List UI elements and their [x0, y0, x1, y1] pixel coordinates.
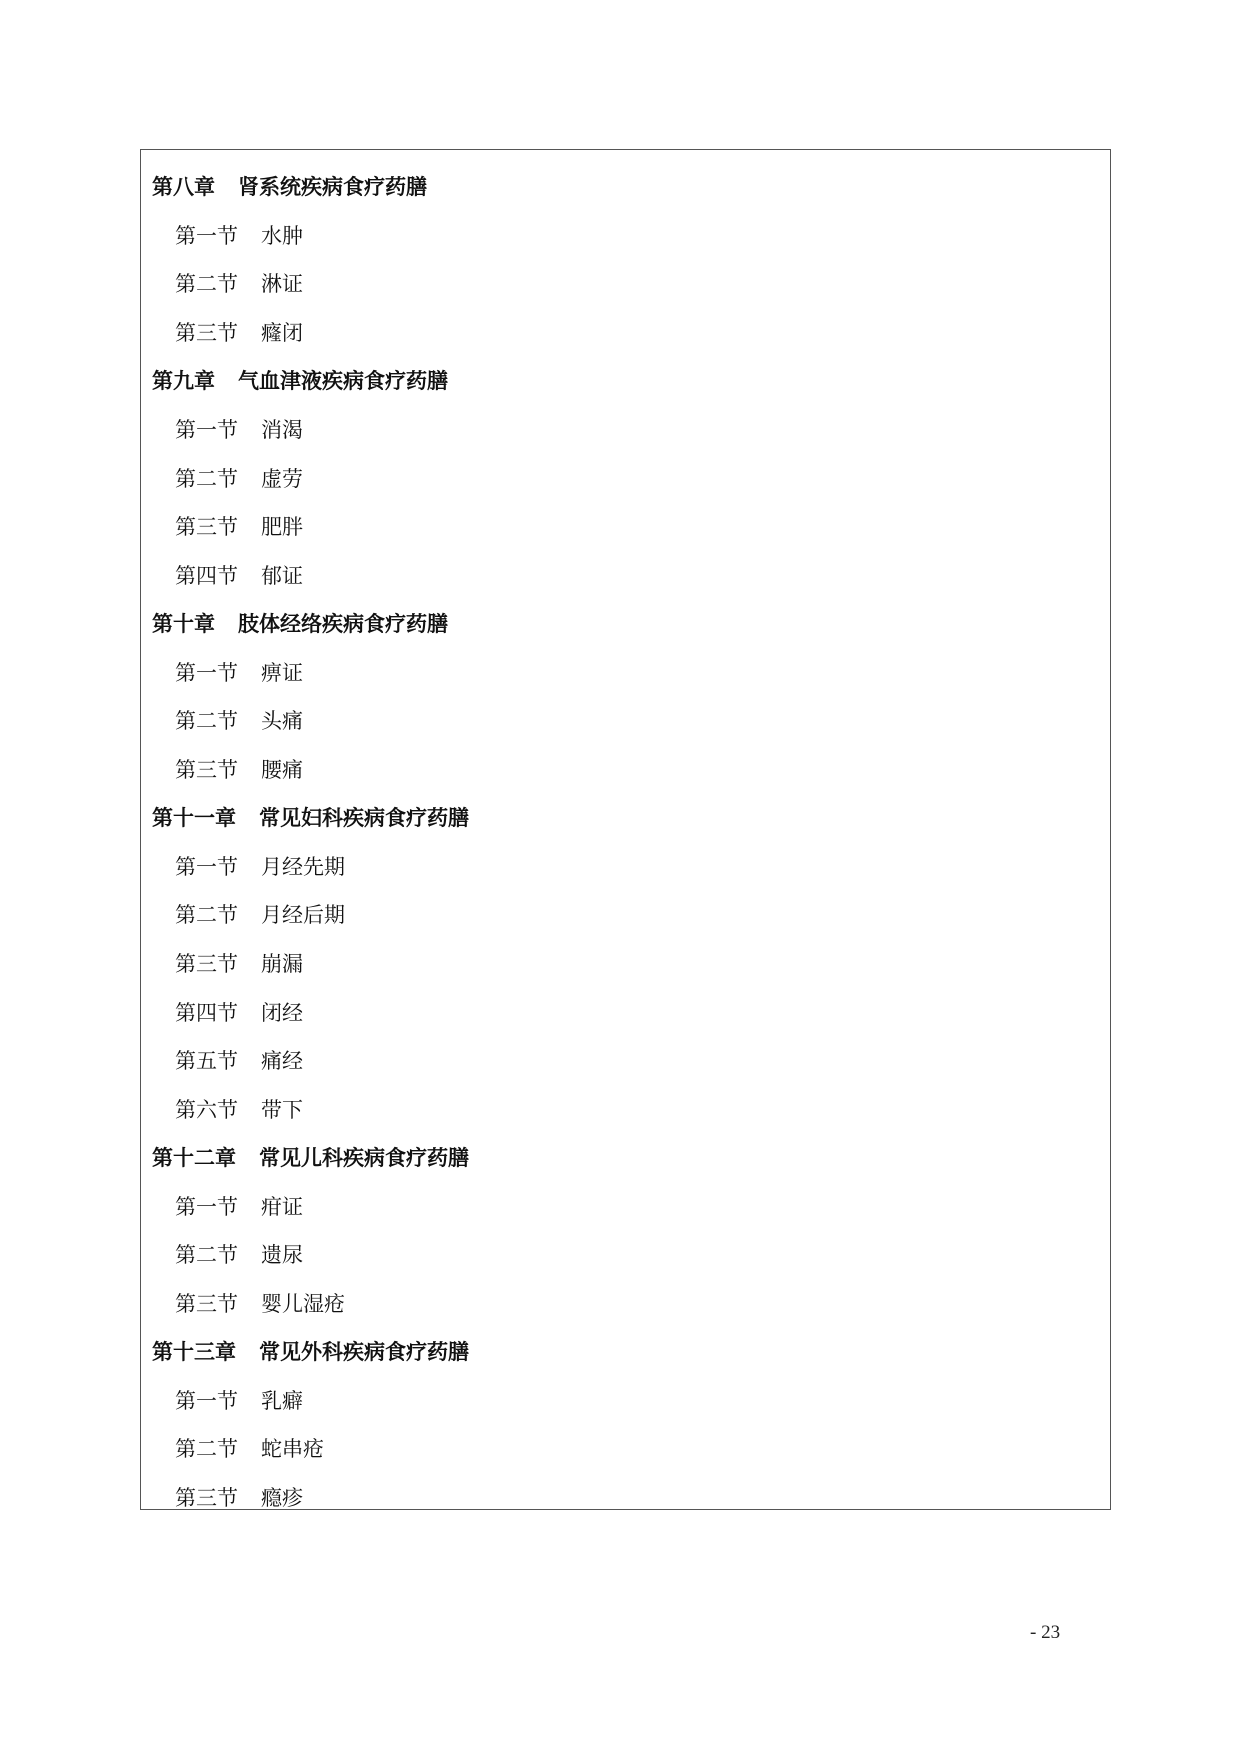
- section-title: 闭经: [261, 1000, 303, 1025]
- chapter-label: 第十章: [152, 611, 215, 637]
- chapter-label: 第九章: [152, 368, 215, 394]
- section-title: 腰痛: [261, 757, 303, 782]
- chapter-title: 肾系统疾病食疗药膳: [238, 174, 427, 200]
- section-title: 痛经: [261, 1049, 303, 1074]
- section-label: 第一节: [175, 1194, 238, 1219]
- section-title: 头痛: [261, 709, 303, 734]
- section-label: 第一节: [175, 418, 238, 442]
- toc-chapter: [141, 793, 1110, 842]
- section-title: 月经后期: [261, 903, 345, 928]
- section-title: 遗尿: [261, 1243, 303, 1268]
- section-title: 癃闭: [261, 320, 303, 345]
- section-title: 崩漏: [261, 952, 303, 977]
- toc-section: [141, 890, 1110, 939]
- toc-section: [141, 745, 1110, 794]
- section-title: 虚劳: [261, 466, 303, 491]
- toc-section: [141, 696, 1110, 745]
- chapter-label: 第八章: [152, 174, 215, 200]
- section-title: 淋证: [261, 272, 303, 297]
- toc-section: [141, 502, 1110, 551]
- section-label: 第四节: [175, 1000, 238, 1025]
- toc-chapter: [141, 162, 1110, 211]
- toc-section: [141, 842, 1110, 891]
- chapter-label: 第十一章: [152, 805, 236, 831]
- section-title: 肥胖: [261, 515, 303, 540]
- chapter-title: 肢体经络疾病食疗药膳: [238, 611, 448, 637]
- section-title: 疳证: [261, 1194, 303, 1219]
- section-label: 第三节: [175, 1291, 238, 1316]
- section-label: 第二节: [175, 1243, 238, 1268]
- section-title: 水肿: [261, 223, 303, 248]
- section-label: 第一节: [175, 1388, 238, 1413]
- toc-chapter: [141, 599, 1110, 648]
- section-title: 带下: [261, 1097, 303, 1122]
- section-label: 第三节: [175, 1486, 238, 1511]
- toc-chapter: [141, 1133, 1110, 1182]
- section-label: 第六节: [175, 1097, 238, 1122]
- toc-section: [141, 1036, 1110, 1085]
- section-title: 蛇串疮: [261, 1437, 324, 1462]
- toc-section: [141, 405, 1110, 454]
- toc-section: [141, 1230, 1110, 1279]
- toc-list: [141, 162, 1110, 1521]
- section-label: 第三节: [175, 757, 238, 782]
- section-label: 第五节: [175, 1049, 238, 1074]
- toc-box: [140, 149, 1111, 1510]
- chapter-title: 常见妇科疾病食疗药膳: [259, 805, 469, 831]
- toc-section: [141, 1376, 1110, 1425]
- section-label: 第二节: [175, 709, 238, 734]
- chapter-title: 常见外科疾病食疗药膳: [259, 1339, 469, 1365]
- section-title: 消渴: [261, 418, 303, 442]
- toc-section: [141, 453, 1110, 502]
- toc-chapter: [141, 1327, 1110, 1376]
- section-label: 第三节: [175, 515, 238, 540]
- section-label: 第二节: [175, 272, 238, 297]
- toc-section: [141, 1181, 1110, 1230]
- section-title: 痹证: [261, 660, 303, 685]
- section-label: 第二节: [175, 903, 238, 928]
- chapter-title: 气血津液疾病食疗药膳: [238, 368, 448, 394]
- section-title: 乳癖: [261, 1388, 303, 1413]
- toc-section: [141, 987, 1110, 1036]
- toc-section: [141, 939, 1110, 988]
- toc-section: [141, 259, 1110, 308]
- toc-section: [141, 308, 1110, 357]
- chapter-label: 第十二章: [152, 1145, 236, 1171]
- toc-section: [141, 647, 1110, 696]
- section-label: 第三节: [175, 320, 238, 345]
- section-label: 第一节: [175, 660, 238, 685]
- toc-section: [141, 1279, 1110, 1328]
- toc-section: [141, 550, 1110, 599]
- chapter-label: 第十三章: [152, 1339, 236, 1365]
- toc-chapter: [141, 356, 1110, 405]
- toc-section: [141, 211, 1110, 260]
- section-label: 第一节: [175, 223, 238, 248]
- toc-section: [141, 1084, 1110, 1133]
- section-title: 瘾疹: [261, 1486, 303, 1511]
- section-label: 第二节: [175, 466, 238, 491]
- toc-section: [141, 1473, 1110, 1522]
- toc-section: [141, 1424, 1110, 1473]
- section-label: 第四节: [175, 563, 238, 588]
- page-number: - 23: [1030, 1622, 1061, 1643]
- section-title: 郁证: [261, 563, 303, 588]
- section-label: 第二节: [175, 1437, 238, 1462]
- chapter-title: 常见儿科疾病食疗药膳: [259, 1145, 469, 1171]
- section-title: 婴儿湿疮: [261, 1291, 345, 1316]
- section-title: 月经先期: [261, 854, 345, 879]
- section-label: 第一节: [175, 854, 238, 879]
- section-label: 第三节: [175, 952, 238, 977]
